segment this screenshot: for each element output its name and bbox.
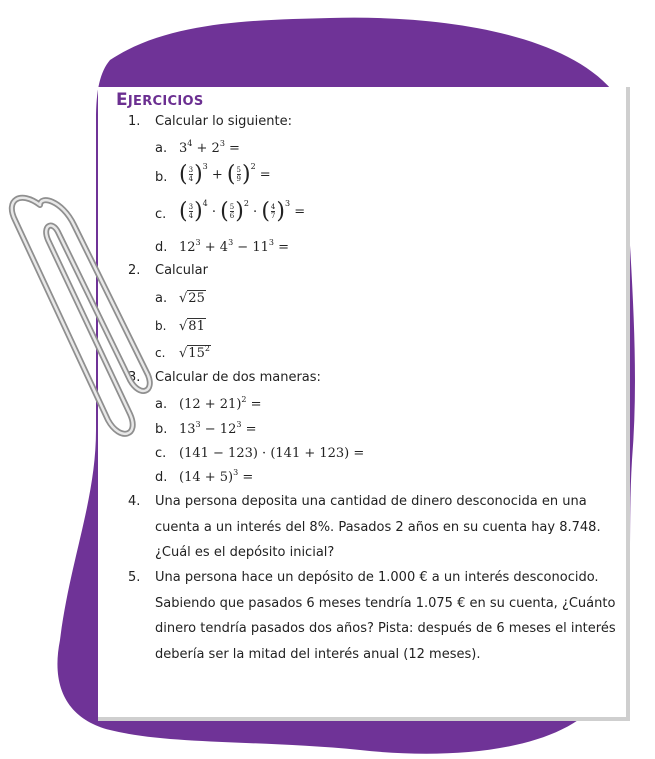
question-number: 2.: [128, 263, 141, 278]
item-mark: a.: [155, 291, 168, 306]
math-expression: $(12 + 21)^2$ =: [179, 395, 262, 412]
math-expression: (141 − 123) · (141 + 123) =: [179, 446, 365, 461]
item-mark: a.: [155, 141, 168, 156]
question-number: 1.: [128, 114, 141, 129]
item-mark: d.: [155, 240, 168, 255]
math-expression: ( $\frac{3}{4}$ )$^3$ + ( $\frac{5}{9}$ )$^2$ =: [179, 162, 271, 187]
question-5-number: 5.: [128, 570, 141, 585]
item-mark: a.: [155, 397, 168, 412]
question-5-text: Una persona hace un depósito de 1.000 € a un interés desconocido. Sabiendo que pasados 6 meses tendría 1.075 € en su cuenta, ¿Cuánto dinero tendría pasados dos años? Pista: después de 6 meses el interés debería ser la mitad del interés anual (12 meses).: [155, 570, 616, 662]
math-expression: $(14 + 5)^3$ =: [179, 468, 254, 485]
item-mark: b.: [155, 319, 167, 333]
question-4-number: 4.: [128, 494, 141, 509]
math-expression: $12^3 + 4^3 - 11^3$ =: [179, 238, 289, 255]
math-expression: $13^3 - 12^3$ =: [179, 420, 257, 437]
question-text: Calcular: [155, 263, 208, 278]
question-text: Calcular de dos maneras:: [155, 370, 321, 385]
question-number: 3.: [128, 370, 141, 385]
item-mark: b.: [155, 422, 168, 437]
item-mark: c.: [155, 207, 167, 222]
math-expression: $3^4 + 2^3$ =: [179, 139, 240, 156]
question-4-text: Una persona deposita una cantidad de dinero desconocida en una cuenta a un interés del 8%. Pasados 2 años en su cuenta hay 8.748. ¿Cuál es el depósito inicial?: [155, 494, 601, 560]
section-title: EJERCICIOS: [116, 90, 204, 110]
sqrt-expression: $√15^2$: [179, 344, 210, 361]
sqrt-expression: √25: [179, 291, 205, 306]
item-mark: c.: [155, 446, 167, 461]
question-text: Calcular lo siguiente:: [155, 114, 292, 129]
item-mark: d.: [155, 470, 168, 485]
math-expression: ( $\frac{3}{4}$ )$^4$ · ( $\frac{5}{6}$ )$^2$ · ( $\frac{4}{7}$ )$^3$ =: [179, 199, 306, 224]
sqrt-expression: √81: [179, 319, 205, 334]
item-mark: c.: [155, 346, 166, 360]
item-mark: b.: [155, 170, 168, 185]
